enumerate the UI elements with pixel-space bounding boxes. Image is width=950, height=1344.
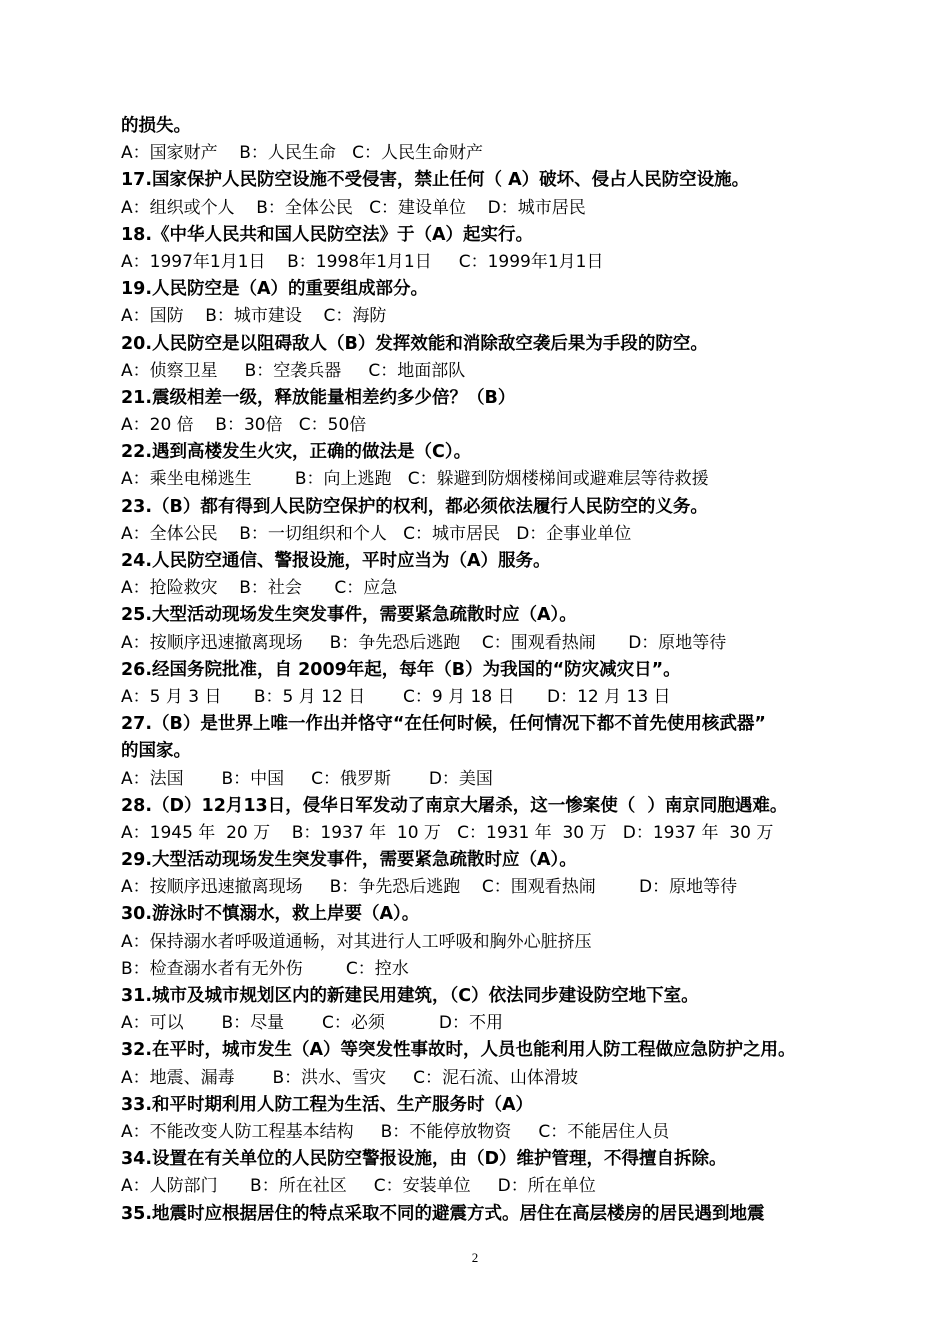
- option-line: B：检查溺水者有无外伤 C：控水: [121, 958, 409, 979]
- option-line: A：国防 B：城市建设 C：海防: [121, 306, 387, 327]
- page-number: 2: [471, 1250, 479, 1265]
- question-line: 31.城市及城市规划区内的新建民用建筑，（C）依法同步建设防空地下室。: [121, 986, 699, 1006]
- question-line: 35.地震时应根据居住的特点采取不同的避震方式。居住在高层楼房的居民遇到地震: [121, 1203, 765, 1224]
- question-line: 34.设置在有关单位的人民防空警报设施，由（D）维护管理，不得擅自拆除。: [121, 1149, 727, 1170]
- question-line: 28.（D）12月13日，侵华日军发动了南京大屠杀，这一惨案使（ ）南京同胞遇难。: [121, 795, 788, 816]
- question-line: 33.和平时期利用人防工程为生活、生产服务时（A）: [121, 1094, 534, 1115]
- option-line: A：1945 年 20 万 B：1937 年 10 万 C：1931 年 30 万 D：1937 年 30 万: [121, 822, 774, 843]
- question-line: 26.经国务院批准，自 2009年起，每年（B）为我国的“防灾减灾日”。: [121, 659, 681, 680]
- option-line: A：法国 B：中国 C：俄罗斯 D：美国: [121, 768, 493, 789]
- document-body: [121, 113, 841, 1228]
- option-line: A：不能改变人防工程基本结构 B：不能停放物资 C：不能居住人员: [121, 1121, 670, 1142]
- option-line: A：组织或个人 B：全体公民 C：建设单位 D：城市居民: [121, 197, 586, 218]
- question-line: 22.遇到高楼发生火灾，正确的做法是（C）。: [121, 442, 472, 463]
- question-line: 29.大型活动现场发生突发事件，需要紧急疏散时应（A）。: [121, 850, 577, 871]
- option-line: A：按顺序迅速撤离现场 B：争先恐后逃跑 C：围观看热闹 D：原地等待: [121, 877, 738, 898]
- option-line: A：侦察卫星 B：空袭兵器 C：地面部队: [121, 360, 466, 381]
- question-line: 21.震级相差一级，释放能量相差约多少倍？（B）: [121, 387, 516, 408]
- question-line: 20.人民防空是以阻碍敌人（B）发挥效能和消除敌空袭后果为手段的防空。: [121, 333, 708, 354]
- option-line: A：人防部门 B：所在社区 C：安装单位 D：所在单位: [121, 1176, 596, 1197]
- option-line: A：保持溺水者呼吸道通畅，对其进行人工呼吸和胸外心脏挤压: [121, 931, 592, 952]
- option-line: A：1997年1月1日 B：1998年1月1日 C：1999年1月1日: [121, 251, 604, 272]
- question-line: 的国家。: [121, 741, 191, 762]
- question-line: 的损失。: [121, 116, 191, 136]
- question-line: 17.国家保护人民防空设施不受侵害，禁止任何（ A）破坏、侵占人民防空设施。: [121, 170, 750, 191]
- question-line: 24.人民防空通信、警报设施，平时应当为（A）服务。: [121, 551, 551, 571]
- option-line: A：按顺序迅速撤离现场 B：争先恐后逃跑 C：围观看热闹 D：原地等待: [121, 632, 727, 653]
- question-line: 18.《中华人民共和国人民防空法》于（A）起实行。: [121, 224, 534, 245]
- question-line: 27.（B）是世界上唯一作出并恪守“在任何时候，任何情况下都不首先使用核武器”: [121, 714, 766, 735]
- option-line: A：抢险救灾 B：社会 C：应急: [121, 578, 398, 599]
- question-line: 32.在平时，城市发生（A）等突发性事故时，人员也能利用人防工程做应急防护之用。: [121, 1040, 796, 1061]
- question-line: 19.人民防空是（A）的重要组成部分。: [121, 279, 429, 300]
- question-line: 23.（B）都有得到人民防空保护的权利，都必须依法履行人民防空的义务。: [121, 496, 708, 517]
- option-line: A：全体公民 B：一切组织和个人 C：城市居民 D：企事业单位: [121, 523, 632, 544]
- option-line: A：可以 B：尽量 C：必须 D：不用: [121, 1013, 503, 1034]
- question-line: 30.游泳时不慎溺水，救上岸要（A）。: [121, 904, 420, 925]
- option-line: A：5 月 3 日 B：5 月 12 日 C：9 月 18 日 D：12 月 13 日: [121, 686, 671, 707]
- option-line: A：20 倍 B：30倍 C：50倍: [121, 415, 367, 436]
- option-line: A：国家财产 B：人民生命 C：人民生命财产: [121, 143, 483, 164]
- option-line: A：地震、漏毒 B：洪水、雪灾 C：泥石流、山体滑坡: [121, 1067, 579, 1088]
- question-line: 25.大型活动现场发生突发事件，需要紧急疏散时应（A）。: [121, 605, 577, 626]
- option-line: A：乘坐电梯逃生 B：向上逃跑 C：躲避到防烟楼梯间或避难层等待救援: [121, 469, 709, 490]
